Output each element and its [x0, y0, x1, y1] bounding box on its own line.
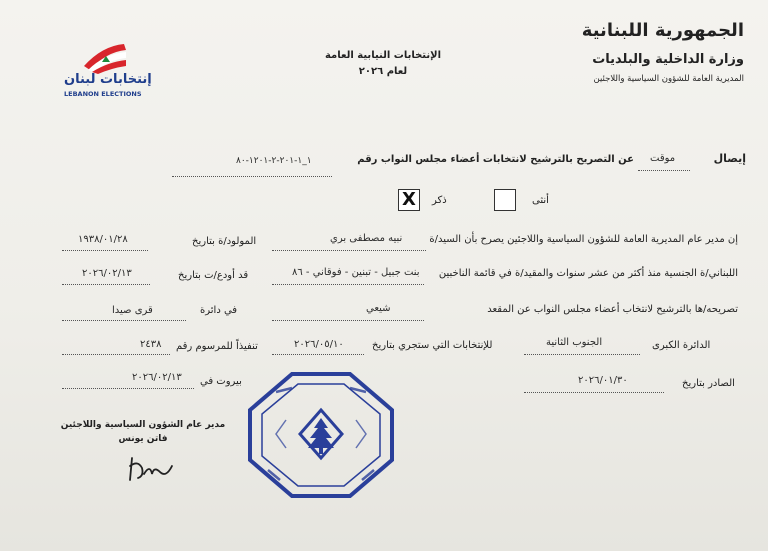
issued-line	[524, 392, 664, 393]
official-stamp	[246, 370, 396, 500]
major-district-label: الدائرة الكبرى	[652, 340, 711, 351]
logo-arabic-text: إنتخابات لبنان	[64, 72, 152, 87]
elections-title: الإنتخابات النيابية العامة	[324, 50, 442, 61]
receipt-label: إيصال	[713, 152, 746, 165]
handwritten-signature	[126, 452, 178, 486]
republic-heading: الجمهورية اللبنانية	[581, 20, 744, 41]
born-value: ١٩٣٨/٠١/٢٨	[78, 234, 128, 245]
signature-name: فاتن يونس	[118, 434, 168, 444]
candidate-name-line	[272, 250, 426, 251]
receipt-number-line	[172, 176, 332, 177]
elections-year: لعام ٢٠٢٦	[358, 66, 408, 77]
flag-icon	[62, 40, 142, 76]
seat-line	[272, 320, 424, 321]
elections-date-value: ٢٠٢٦/٠٥/١٠	[294, 339, 344, 350]
receipt-number: ١_١-٢٠١-٢-١٢٠١-٨٠	[236, 156, 312, 166]
receipt-title: عن التصريح بالترشيح لانتخابات أعضاء مجلس النواب رقم	[357, 154, 634, 165]
born-label: المولود/ة بتاريخ	[192, 236, 257, 247]
ministry-heading: وزارة الداخلية والبلديات	[592, 52, 744, 67]
signature-title: مدير عام الشؤون السياسية واللاجئين	[60, 420, 226, 430]
male-checkbox[interactable]: X	[398, 189, 420, 211]
intro-text: إن مدير عام المديرية العامة للشؤون السياسية واللاجئين يصرح بأن السيد/ة	[429, 234, 738, 245]
male-label: ذكر	[432, 195, 447, 206]
lebanon-elections-logo	[62, 40, 152, 100]
elections-date-line	[272, 354, 364, 355]
receipt-type-line	[638, 170, 690, 171]
born-line	[62, 250, 148, 251]
female-checkbox[interactable]	[494, 189, 516, 211]
registry-line	[272, 284, 424, 285]
candidate-name: نبيه مصطفى بري	[330, 233, 403, 244]
nationality-text: اللبناني/ة الجنسية منذ أكثر من عشر سنوات والمقيد/ة في قائمة الناخبين	[438, 268, 738, 279]
major-district-line	[524, 354, 640, 355]
deposit-label: قد أودع/ت بتاريخ	[178, 270, 249, 281]
receipt-type: موقت	[650, 153, 676, 164]
decree-label: تنفيذاً للمرسوم رقم	[176, 341, 258, 352]
elections-date-label: للإنتخابات التي ستجري بتاريخ	[372, 340, 493, 351]
issued-label: الصادر بتاريخ	[682, 378, 735, 389]
declaration-text: تصريحه/ها بالترشيح لانتخاب أعضاء مجلس النواب عن المقعد	[487, 304, 738, 315]
decree-line	[62, 354, 170, 355]
issued-value: ٢٠٢٦/٠١/٣٠	[578, 375, 628, 386]
logo-english-text: LEBANON ELECTIONS	[64, 90, 142, 98]
deposit-value: ٢٠٢٦/٠٢/١٣	[82, 268, 132, 279]
directorate-heading: المديرية العامة للشؤون السياسية واللاجئين	[593, 74, 744, 84]
seat-value: شيعي	[366, 303, 391, 314]
registry-value: بنت جبيل - تبنين - فوقاني - ٨٦	[292, 267, 420, 278]
beirut-value: ٢٠٢٦/٠٢/١٣	[132, 372, 182, 383]
female-label: أنثى	[532, 195, 549, 206]
district-line	[62, 320, 186, 321]
district-value: قرى صيدا	[112, 305, 153, 316]
district-label: في دائرة	[200, 305, 238, 316]
beirut-line	[62, 388, 194, 389]
beirut-label: بيروت في	[200, 376, 242, 387]
major-district-value: الجنوب الثانية	[546, 337, 603, 348]
deposit-line	[62, 284, 150, 285]
decree-value: ٢٤٣٨	[140, 339, 162, 350]
